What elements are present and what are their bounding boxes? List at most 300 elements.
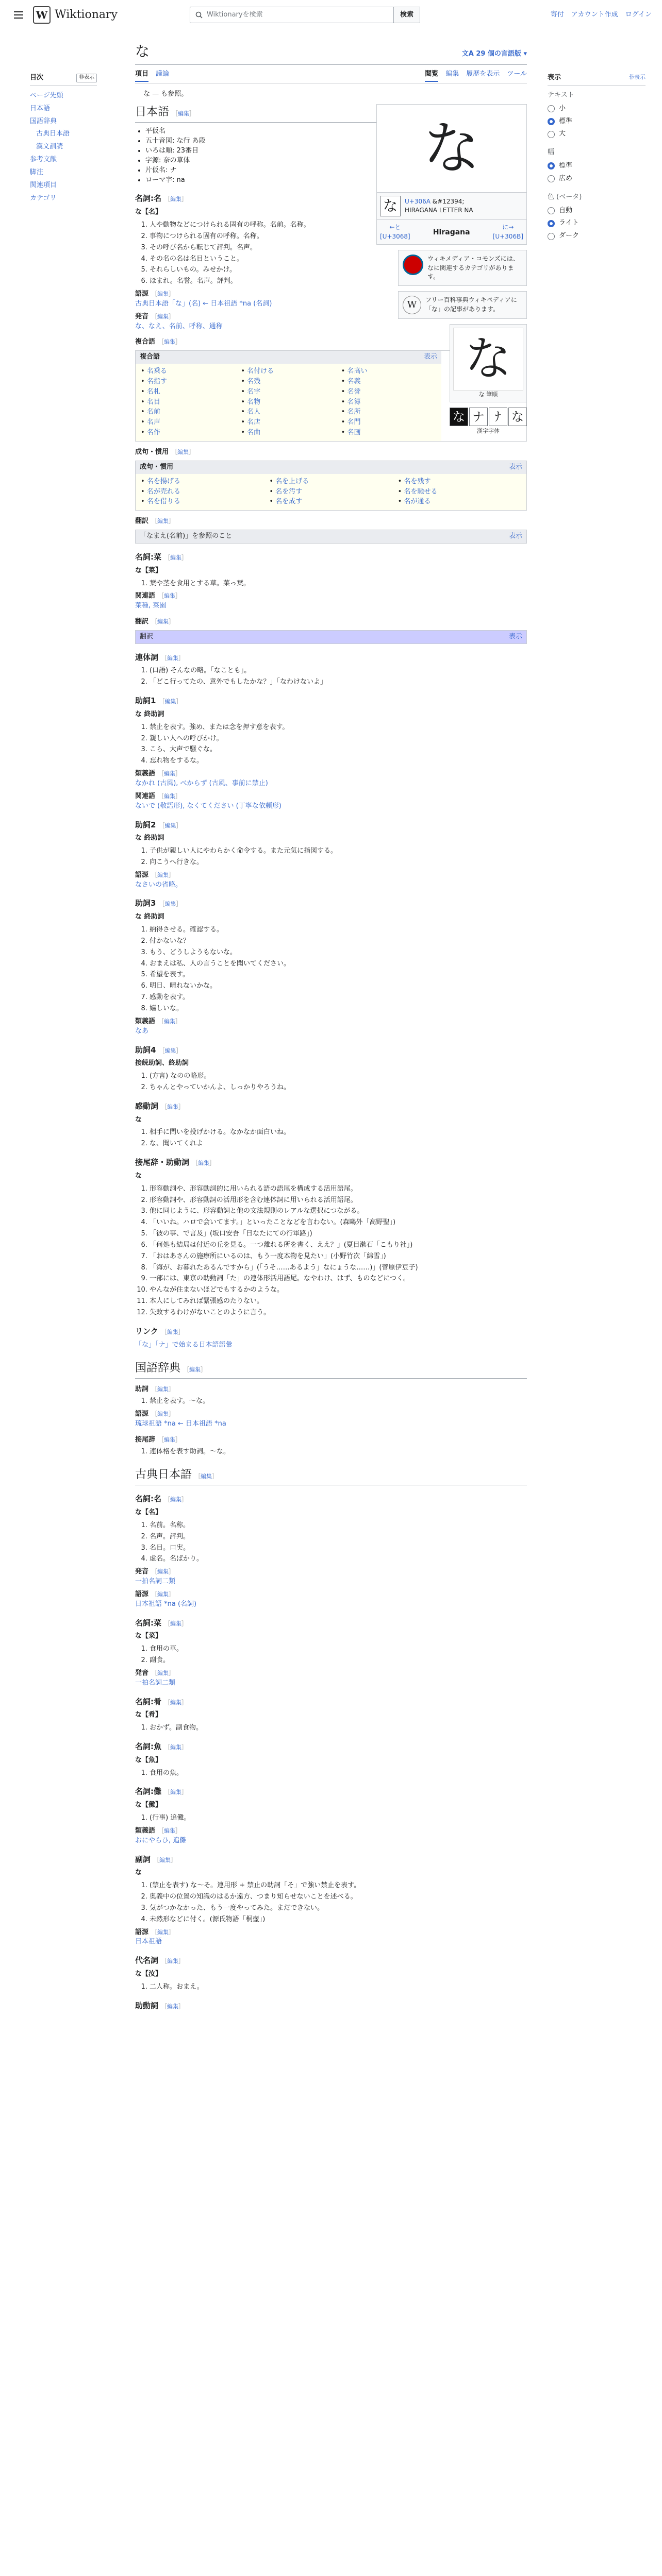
edit-link[interactable]: ［編集］: [164, 1743, 187, 1751]
toc-item[interactable]: 関連項目: [30, 181, 57, 189]
derived-term[interactable]: • 名物: [241, 398, 336, 408]
definition: 2. 向こうへ行きな。: [150, 858, 527, 868]
edit-link[interactable]: ［編集］: [158, 792, 181, 800]
edit-link[interactable]: ［編集］: [152, 313, 175, 320]
info-label: 類義語 ［編集］: [135, 770, 181, 778]
headword: な【儺】: [135, 1801, 162, 1809]
section-heading-text: 名詞:儺: [135, 1787, 161, 1797]
section-heading: [135, 552, 527, 563]
edit-link-text[interactable]: 編集: [157, 1386, 169, 1393]
user-link[interactable]: アカウント作成: [571, 10, 618, 19]
section-heading: [135, 1360, 527, 1379]
derived-term[interactable]: • 名簿: [341, 398, 436, 408]
text-size-option-label: 大: [559, 130, 566, 138]
section-heading-text: 名詞:菜: [135, 1618, 161, 1628]
definition: 1. 相手に問いを投げかける。なかなか面白いね。: [150, 1128, 527, 1138]
edit-link-text[interactable]: 編集: [164, 901, 176, 908]
codepoint-link[interactable]: U+306A: [405, 198, 431, 206]
edit-link[interactable]: ［編集］: [159, 1047, 182, 1054]
edit-link[interactable]: ［編集］: [159, 698, 182, 705]
edit-link-text[interactable]: 編集: [157, 291, 169, 298]
user-link[interactable]: 寄付: [550, 10, 564, 19]
definition: 1. (方言) なのの略形。: [150, 1072, 527, 1081]
edit-link[interactable]: ［編集］: [152, 1410, 175, 1417]
info-label: 類義語 ［編集］: [135, 1017, 181, 1025]
edit-link-text[interactable]: 編集: [170, 1699, 181, 1706]
derived-table-header: [136, 461, 526, 474]
site-logo[interactable]: [33, 6, 118, 24]
derived-term[interactable]: • 名目: [141, 398, 236, 408]
definition-list: [150, 1447, 527, 1457]
info-label: 語源 ［編集］: [135, 1590, 175, 1598]
next-char-link[interactable]: に→ [U+306B]: [492, 224, 523, 240]
definition: 2. ちゃんとやっていかんよ、しっかりやろうね。: [150, 1083, 527, 1093]
definition-list: [150, 1645, 527, 1666]
headword: な: [135, 1172, 142, 1180]
edit-link-text[interactable]: 編集: [189, 1366, 201, 1374]
color-option[interactable]: [548, 217, 646, 230]
edit-link-text[interactable]: 編集: [170, 1789, 181, 1796]
headword: な【肴】: [135, 1711, 162, 1719]
translation-box: [135, 530, 527, 544]
derived-term[interactable]: • 名字: [241, 387, 336, 397]
edit-link[interactable]: ［編集］: [161, 1328, 184, 1335]
info-text[interactable]: 菜種, 菜園: [135, 602, 167, 610]
info-label: 語源 ［編集］: [135, 290, 175, 298]
edit-link[interactable]: ［編集］: [161, 654, 185, 662]
info-text[interactable]: ないで (敬語形), なくてください (丁寧な依頼形): [135, 802, 282, 810]
edit-link-text[interactable]: 編集: [159, 1856, 171, 1863]
edit-link[interactable]: ［編集］: [192, 1160, 216, 1167]
color-option[interactable]: [548, 230, 646, 243]
edit-link[interactable]: ［編集］: [158, 1436, 181, 1443]
color-option-label: 自動: [559, 206, 573, 214]
headword: 接続助詞、終助詞: [135, 1059, 189, 1067]
info-text[interactable]: なあ: [135, 1027, 149, 1035]
edit-link[interactable]: ［編集］: [164, 1620, 187, 1627]
definition: 3. 気がつかなかった、もう一度やってみた。まだできない。: [150, 1904, 527, 1913]
definition: 2. 「どこ行ってたの、意外でもしたかな？」「なわけないよ」: [150, 677, 527, 687]
edit-link[interactable]: ［編集］: [161, 1958, 185, 1965]
derived-term[interactable]: • 名乗る: [141, 367, 236, 377]
edit-link[interactable]: ［編集］: [164, 1699, 187, 1706]
appearance-title: 表示: [548, 74, 561, 81]
section-heading: [135, 1467, 527, 1485]
headword: な: [135, 1115, 142, 1124]
toc-item[interactable]: 脚注: [30, 168, 44, 176]
edit-link[interactable]: ［編集］: [195, 1473, 218, 1480]
view-tab-1[interactable]: 編集: [445, 70, 459, 78]
toc-list: [30, 90, 97, 205]
info-paragraph: [135, 1410, 527, 1429]
info-item: • 平仮名: [145, 127, 527, 137]
info-text[interactable]: なさいの省略。: [135, 880, 183, 889]
see-also-note: な — も参照。: [143, 90, 188, 98]
info-paragraph: [135, 1826, 527, 1846]
derived-term[interactable]: • 名が通る: [398, 497, 521, 507]
info-paragraph: [135, 871, 527, 890]
info-text[interactable]: なかれ (古風), べからず (古風、事前に禁止): [135, 779, 268, 787]
definition: 4. その名の名は名目ということ。: [150, 255, 527, 264]
edit-link-text[interactable]: 編集: [170, 554, 181, 561]
derived-term[interactable]: • 名を成す: [269, 497, 392, 507]
text-size-option[interactable]: [548, 115, 646, 128]
section-heading-text: 名詞:名: [135, 1494, 161, 1504]
user-link[interactable]: ログイン: [625, 10, 652, 19]
appearance-hide-button[interactable]: 非表示: [628, 74, 646, 80]
edit-link-text[interactable]: 編集: [167, 1958, 179, 1965]
edit-link[interactable]: ［編集］: [152, 871, 175, 878]
info-paragraph: [135, 1567, 527, 1587]
headword: な【汝】: [135, 1970, 162, 1978]
definition: 2. 付かないな？: [150, 937, 527, 946]
derived-table-toggle[interactable]: 表示: [508, 463, 522, 471]
info-paragraph: [135, 769, 527, 789]
edit-link[interactable]: ［編集］: [152, 291, 175, 298]
info-text[interactable]: 一拍名詞二類: [135, 1578, 176, 1586]
section-heading-text: 助詞1: [135, 696, 156, 706]
derived-table-toggle[interactable]: 表示: [423, 353, 437, 361]
info-item: • 片仮名: ナ: [145, 166, 527, 176]
section-heading: [135, 898, 527, 909]
toc-item[interactable]: 日本語: [30, 104, 51, 112]
edit-link[interactable]: ［編集］: [152, 1386, 175, 1393]
info-text[interactable]: 日本祖語: [135, 1938, 162, 1946]
definition: 1. 二人称。おまえ。: [150, 1982, 527, 1992]
derived-term[interactable]: • 名残: [241, 377, 336, 387]
edit-link-text[interactable]: 編集: [167, 1328, 178, 1335]
definition: 1. 名前。名称。: [150, 1521, 527, 1531]
edit-link-text[interactable]: 編集: [157, 1669, 169, 1676]
info-text[interactable]: 一拍名詞二類: [135, 1679, 176, 1687]
edit-link-text[interactable]: 編集: [170, 1743, 181, 1751]
page-title-bar: [135, 41, 527, 65]
definition: 1. 食用の魚。: [150, 1769, 527, 1778]
info-text[interactable]: 日本祖語 *na (名詞): [135, 1600, 197, 1608]
width-option-label: 標準: [559, 162, 573, 170]
text-size-option-label: 小: [559, 104, 566, 112]
wikipedia-logo-icon: W: [403, 296, 421, 314]
edit-link-text[interactable]: 編集: [157, 871, 169, 878]
edit-link[interactable]: ［編集］: [161, 2003, 185, 2010]
info-label: 関連語 ［編集］: [135, 592, 181, 600]
main-content: [135, 41, 527, 2014]
text-size-option[interactable]: [548, 103, 646, 115]
info-label: 発音 ［編集］: [135, 1568, 175, 1576]
text-size-label: テキスト: [548, 91, 574, 99]
info-text[interactable]: 「な」「ナ」で始まる日本語語彙: [135, 1341, 233, 1349]
edit-link-text[interactable]: 編集: [157, 518, 169, 525]
section-heading: [135, 1385, 527, 1395]
info-text[interactable]: 古典日本語「な」(名) ← 日本祖語 *na (名詞): [135, 299, 272, 308]
definition: 2. 形容動詞や、形容動詞の活用形を含む連体詞に用いられる活用語尾。: [150, 1196, 527, 1206]
definition: 3. もう、どうしようもないな。: [150, 948, 527, 958]
toc-item[interactable]: 国語辞典: [30, 117, 57, 125]
edit-link[interactable]: ［編集］: [161, 1103, 185, 1110]
text-size-option[interactable]: [548, 128, 646, 141]
section-heading-text: 名詞:菜: [135, 552, 161, 562]
section-heading-text: リンク: [135, 1326, 158, 1336]
edit-link-text[interactable]: 編集: [164, 1827, 176, 1834]
prev-char-link[interactable]: ←と [U+3068]: [380, 224, 410, 240]
tab-1[interactable]: 議論: [156, 70, 170, 78]
translation-header: [136, 530, 526, 543]
section-heading-text: 助詞3: [135, 899, 156, 908]
derived-term[interactable]: • 名画: [341, 428, 436, 438]
derived-term[interactable]: • 名を汚す: [269, 487, 392, 497]
derived-term[interactable]: • 名高い: [341, 367, 436, 377]
edit-link-text[interactable]: 編集: [167, 1103, 179, 1110]
section-heading-text: 複合語: [135, 338, 156, 346]
character-infobox: [376, 104, 527, 245]
info-paragraph: [135, 1669, 527, 1688]
derived-term[interactable]: • 名所: [341, 408, 436, 417]
width-option-label: 広め: [559, 174, 573, 182]
edit-link-text[interactable]: 編集: [157, 1590, 169, 1598]
definition-list: [150, 666, 527, 687]
definition: 1. 人や動物などにつけられる固有の呼称。名前。名称。: [150, 221, 527, 230]
small-glyph: な: [380, 196, 401, 216]
toc-item[interactable]: ページ先頭: [30, 91, 63, 99]
section-heading: [135, 1854, 527, 1866]
edit-link[interactable]: ［編集］: [152, 618, 175, 625]
edit-link-text[interactable]: 編集: [178, 110, 190, 117]
width-option[interactable]: [548, 160, 646, 173]
search-button[interactable]: 検索: [393, 7, 420, 23]
edit-link-text[interactable]: 編集: [170, 196, 181, 203]
derived-term[interactable]: • 名作: [141, 428, 236, 438]
edit-link-text[interactable]: 編集: [157, 1410, 169, 1417]
edit-link-text[interactable]: 編集: [164, 592, 176, 600]
edit-link[interactable]: ［編集］: [158, 770, 181, 777]
derived-term[interactable]: • 名曲: [241, 428, 336, 438]
variant-glyph: な: [508, 408, 527, 426]
edit-link[interactable]: ［編集］: [158, 1827, 181, 1834]
script-label: Hiragana: [433, 228, 470, 236]
edit-link-text[interactable]: 編集: [164, 1018, 176, 1025]
toc-item[interactable]: 参考文献: [30, 156, 57, 164]
derived-term[interactable]: • 名を上げる: [269, 477, 392, 487]
derived-term[interactable]: • 名札: [141, 387, 236, 397]
view-tab-3[interactable]: ツール: [507, 70, 527, 78]
view-tab-0[interactable]: 閲覧: [425, 70, 438, 82]
definition-list: [150, 1814, 527, 1823]
info-item: • ローマ字: na: [145, 176, 527, 185]
headword: な 終助詞: [135, 710, 164, 718]
info-item: • 字源: 奈の草体: [145, 156, 527, 166]
definition: 2. 副食。: [150, 1656, 527, 1666]
section-heading: [135, 1618, 527, 1629]
info-text[interactable]: な、なえ、名前、呼称、通称: [135, 322, 223, 330]
wikipedia-text: フリー百科事典ウィキペディアに「な」の記事があります。: [425, 296, 517, 313]
edit-link-text[interactable]: 編集: [157, 1928, 169, 1936]
info-text[interactable]: おにやらひ, 追儺: [135, 1836, 187, 1844]
edit-link-text[interactable]: 編集: [177, 449, 189, 456]
toc-item[interactable]: カテゴリ: [30, 194, 57, 202]
edit-link[interactable]: ［編集］: [158, 1018, 181, 1025]
edit-link-text[interactable]: 編集: [167, 2003, 179, 2010]
definition-list: [150, 846, 527, 868]
radio-icon: [548, 162, 555, 170]
derived-term[interactable]: • 名を残す: [398, 477, 521, 487]
derived-term[interactable]: • 名指す: [141, 377, 236, 387]
info-label: 類義語 ［編集］: [135, 1826, 181, 1835]
derived-term[interactable]: • 名声: [141, 418, 236, 428]
view-tab-2[interactable]: 履歴を表示: [466, 70, 500, 78]
section-heading: [135, 696, 527, 707]
derived-term[interactable]: • 名義: [341, 377, 436, 387]
language-button[interactable]: 文A 29 個の言語版 ▾: [461, 49, 527, 58]
definition-list: [150, 1881, 527, 1924]
derived-term[interactable]: • 名誉: [341, 387, 436, 397]
translation-toggle[interactable]: 表示: [508, 532, 522, 540]
edit-link-text[interactable]: 編集: [164, 822, 176, 829]
derived-term[interactable]: • 名が売れる: [141, 487, 264, 497]
derived-term[interactable]: • 名を馳せる: [398, 487, 521, 497]
edit-link-text[interactable]: 編集: [198, 1160, 210, 1167]
definition: 1. 食用の草。: [150, 1645, 527, 1654]
section-heading-text: 感動詞: [135, 1101, 159, 1111]
toc-title: 目次: [30, 74, 44, 81]
section-heading: [135, 1697, 527, 1708]
definition: 4. 未然形などに付く。(源氏物語「桐壺」): [150, 1915, 527, 1925]
section-heading-text: 副詞: [135, 1854, 151, 1864]
edit-link[interactable]: ［編集］: [152, 1928, 175, 1936]
definition: 1. (行事) 追儺。: [150, 1814, 527, 1823]
edit-link-text[interactable]: 編集: [201, 1473, 212, 1480]
definition: 12. 失敗するわけがないことのように言う。: [150, 1308, 527, 1318]
radio-icon: [548, 207, 555, 214]
width-option[interactable]: [548, 173, 646, 185]
page-title: な: [135, 43, 150, 60]
derived-term[interactable]: • 名店: [241, 418, 336, 428]
edit-link-text[interactable]: 編集: [167, 654, 179, 662]
page-tabs: [135, 69, 527, 83]
edit-link[interactable]: ［編集］: [152, 518, 175, 525]
derived-term[interactable]: • 名付ける: [241, 367, 336, 377]
edit-link-text[interactable]: 編集: [164, 770, 176, 777]
definition-list: [150, 1769, 527, 1778]
edit-link[interactable]: ［編集］: [158, 592, 181, 600]
headword: な: [135, 1869, 142, 1877]
edit-link-text[interactable]: 編集: [164, 1047, 176, 1054]
edit-link[interactable]: ［編集］: [172, 110, 195, 117]
edit-link[interactable]: ［編集］: [152, 1590, 175, 1598]
big-glyph: な: [377, 105, 526, 193]
definition: 5. 「彼の事、で言及」(坂口安吾「日なたにての行軍路」): [150, 1229, 527, 1239]
info-item: • いろは順: 23番目: [145, 146, 527, 156]
edit-link[interactable]: ［編集］: [172, 449, 195, 456]
section-heading: [135, 1045, 527, 1056]
definition: 2. 奥義中の位置の知識のはるか遠方、つまり知らせないことを述べる。: [150, 1892, 527, 1902]
search-placeholder: Wiktionaryを検索: [206, 10, 263, 19]
section-heading: [135, 1326, 527, 1337]
char-name: HIRAGANA LETTER NA: [405, 207, 473, 214]
main-menu-button[interactable]: [10, 7, 27, 23]
definition: 4. 忘れ物をするな。: [150, 756, 527, 766]
edit-link-text[interactable]: 編集: [164, 698, 176, 705]
edit-link-text[interactable]: 編集: [170, 1620, 181, 1627]
edit-link[interactable]: ［編集］: [164, 554, 187, 561]
info-label: 語源 ［編集］: [135, 1410, 175, 1418]
headword: な【菜】: [135, 566, 162, 574]
info-label: 発音 ［編集］: [135, 312, 175, 320]
search-form: [190, 7, 420, 23]
radio-icon: [548, 118, 555, 125]
edit-link[interactable]: ［編集］: [164, 1496, 187, 1503]
info-paragraph: [135, 792, 527, 811]
edit-link[interactable]: ［編集］: [164, 196, 187, 203]
edit-link[interactable]: ［編集］: [184, 1366, 207, 1374]
translation-box: [135, 630, 527, 644]
section-heading-text: 名詞:肴: [135, 1697, 161, 1706]
edit-link-text[interactable]: 編集: [157, 618, 169, 625]
derived-term[interactable]: • 名前: [141, 408, 236, 417]
edit-link[interactable]: ［編集］: [164, 1789, 187, 1796]
headword: な【名】: [135, 1508, 162, 1516]
commons-text: ウィキメディア・コモンズには、なに関連するカテゴリがあります。: [427, 255, 519, 280]
section-heading: [135, 1157, 527, 1168]
toc-hide-button[interactable]: 非表示: [76, 74, 97, 82]
edit-link-text[interactable]: 編集: [170, 1496, 181, 1503]
info-paragraph: [135, 591, 527, 611]
toc-item[interactable]: 古典日本語: [36, 130, 70, 138]
toc-item[interactable]: 漢文訓読: [36, 143, 63, 151]
section-heading-text: 代名詞: [135, 1956, 159, 1965]
edit-link[interactable]: ［編集］: [154, 1856, 177, 1863]
section-heading-text: 翻訳: [135, 517, 149, 526]
derived-term[interactable]: • 名を揚げる: [141, 477, 264, 487]
edit-link[interactable]: ［編集］: [159, 901, 182, 908]
derived-table-body: [136, 364, 441, 441]
definition: 3. 他に同じように、形容動詞と他の文法規則のレアルな選択につながる。: [150, 1207, 527, 1216]
edit-link[interactable]: ［編集］: [158, 338, 181, 346]
derived-term[interactable]: • 名門: [341, 418, 436, 428]
edit-link-text[interactable]: 編集: [164, 1436, 176, 1443]
edit-link-text[interactable]: 編集: [157, 1568, 169, 1575]
section-heading: [135, 1741, 527, 1753]
definition: 11. 本人にしてみれば緊張感のたりない。: [150, 1297, 527, 1307]
derived-term[interactable]: • 名人: [241, 408, 336, 417]
definition-list: [150, 723, 527, 766]
definition: 5. 希望を表す。: [150, 970, 527, 980]
tab-0[interactable]: 項目: [135, 70, 148, 82]
definition: 9. 一部には、東京の助動詞「た」の連体形活用語尾。なやわけ、はず、ものなどにつく。: [150, 1274, 527, 1284]
section-heading: [135, 1101, 527, 1112]
edit-link-text[interactable]: 編集: [157, 313, 169, 320]
search-input[interactable]: [190, 7, 394, 23]
section-heading: [135, 820, 527, 831]
definition-list: [150, 925, 527, 1014]
derived-table: [135, 461, 527, 511]
definition: 1. (禁止を表す) な〜そ。連用形 + 禁止の助詞「そ」で強い禁止を表す。: [150, 1881, 527, 1891]
edit-link-text[interactable]: 編集: [164, 792, 176, 800]
edit-link-text[interactable]: 編集: [164, 338, 176, 346]
edit-link[interactable]: ［編集］: [159, 822, 182, 829]
stroke-caption: な 筆順: [478, 391, 498, 398]
info-text[interactable]: 琉球祖語 *na ← 日本祖語 *na: [135, 1419, 226, 1428]
color-option[interactable]: [548, 205, 646, 217]
variant-glyph: な: [450, 408, 468, 426]
edit-link[interactable]: ［編集］: [152, 1568, 175, 1575]
translation-toggle[interactable]: 表示: [508, 632, 522, 640]
codepoint-entity: &#12394;: [432, 198, 465, 206]
edit-link[interactable]: ［編集］: [152, 1669, 175, 1676]
definition: 7. 感動を表す。: [150, 993, 527, 1003]
definition: 2. 親しい人への呼びかけ。: [150, 734, 527, 744]
derived-term[interactable]: • 名を借りる: [141, 497, 264, 507]
radio-icon: [548, 131, 555, 138]
